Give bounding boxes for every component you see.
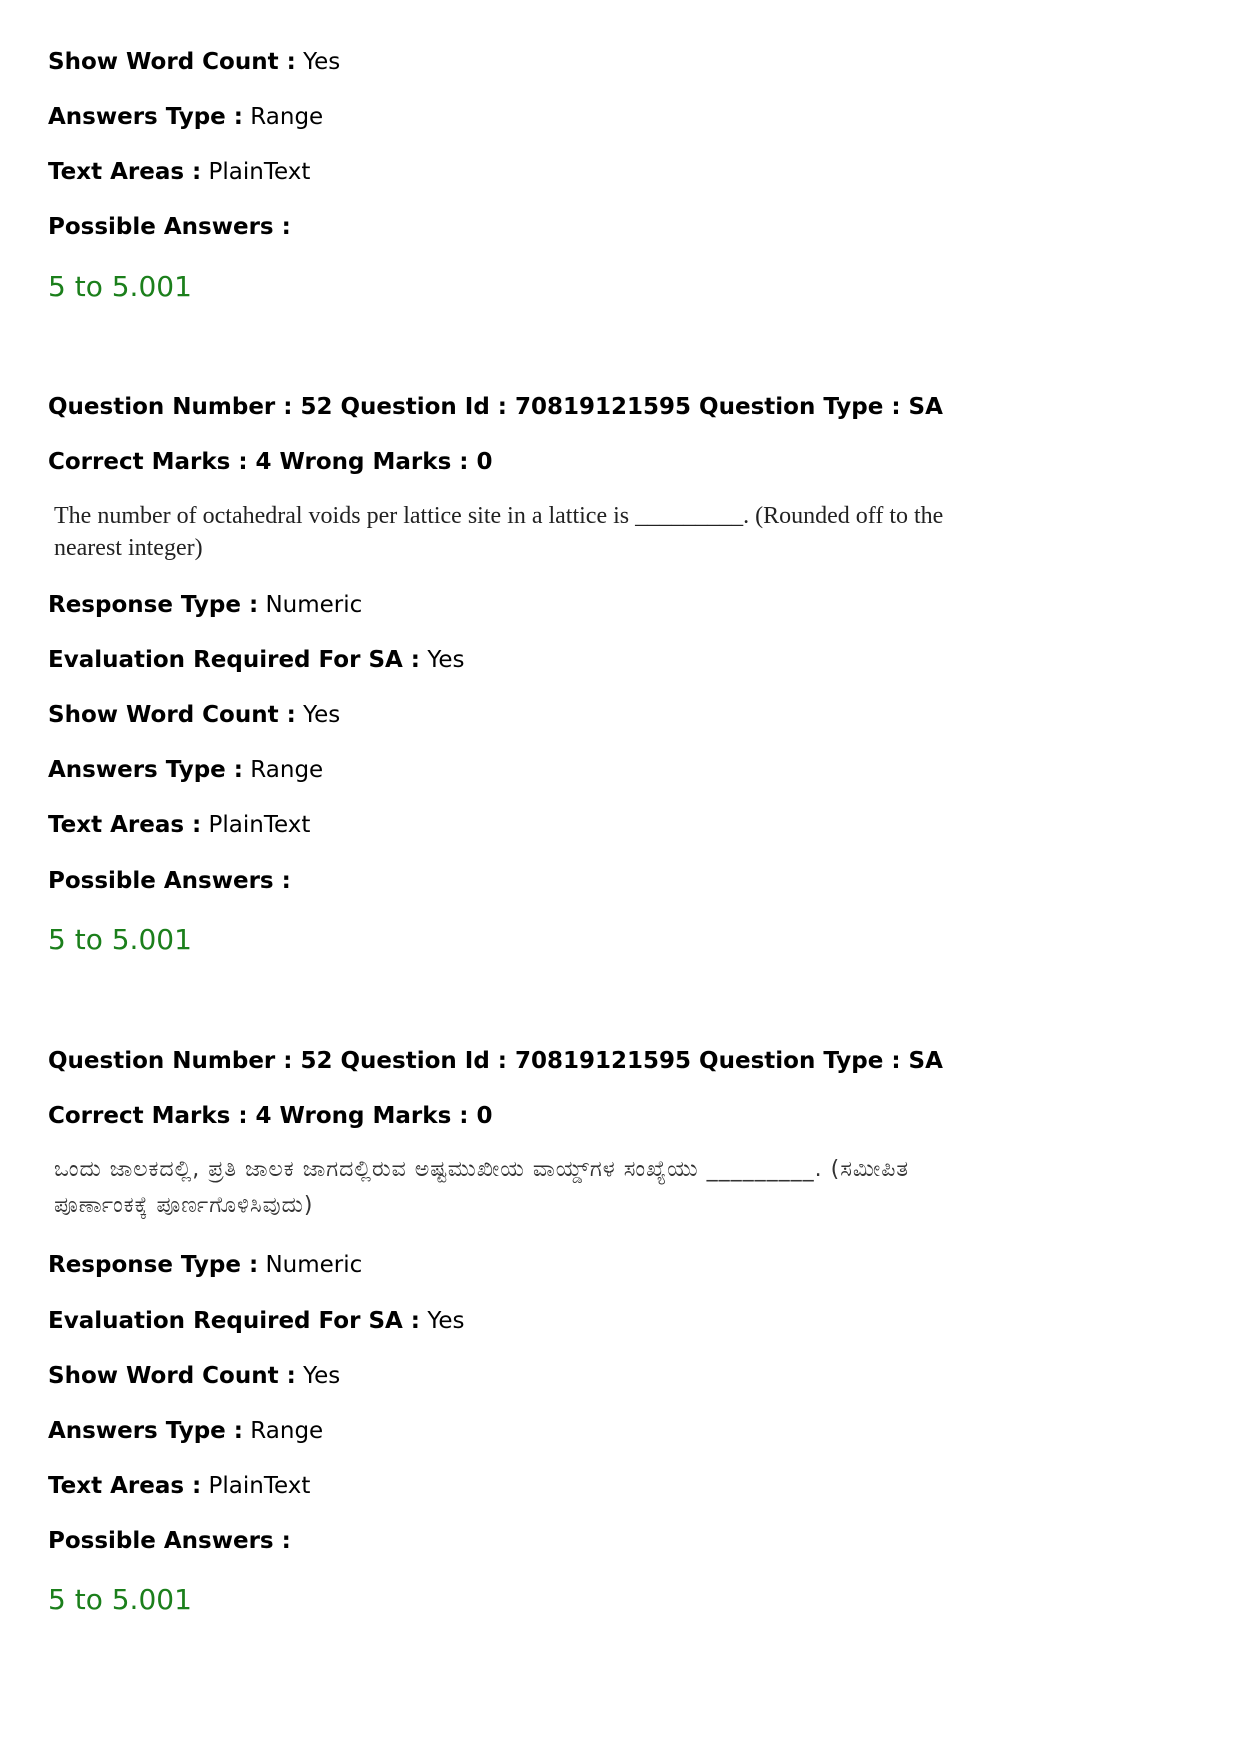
field-value: Yes	[427, 647, 465, 673]
question-marks: Correct Marks : 4 Wrong Marks : 0	[48, 449, 493, 475]
field-label: Answers Type :	[48, 104, 243, 130]
response-type-row	[48, 590, 362, 620]
field-value: PlainText	[208, 159, 311, 185]
field-value: PlainText	[208, 1473, 311, 1499]
possible-answers-row	[48, 866, 291, 896]
field-label: Show Word Count :	[48, 49, 296, 75]
field-label: Text Areas :	[48, 159, 202, 185]
field-label: Answers Type :	[48, 1418, 243, 1444]
field-label: Show Word Count :	[48, 1363, 296, 1389]
question-header: Question Number : 52 Question Id : 70819121595 Question Type : SA	[48, 394, 943, 420]
field-label: Show Word Count :	[48, 702, 296, 728]
question-header: Question Number : 52 Question Id : 70819121595 Question Type : SA	[48, 1048, 943, 1074]
possible-answer-value: 5 to 5.001	[48, 270, 192, 303]
possible-answer-value: 5 to 5.001	[48, 1583, 192, 1616]
field-value: Yes	[303, 1363, 341, 1389]
text-areas-row	[48, 1471, 310, 1501]
question-text-kannada: ಒಂದು ಜಾಲಕದಲ್ಲಿ, ಪ್ರತಿ ಜಾಲಕ ಜಾಗದಲ್ಲಿರುವ ಅಷ್ಟಮುಖೀಯ ವಾಯ್ಡ್‌ಗಳ ಸಂಖ್ಯೆಯು _________. (ಸಮೀಪಿತ ಪೂರ್ಣಾಂಕಕ್ಕೆ ಪೂರ್ಣಗೊಳಿಸಿವುದು)	[54, 1157, 910, 1218]
field-label: Possible Answers :	[48, 214, 291, 240]
field-label: Text Areas :	[48, 1473, 202, 1499]
question-marks: Correct Marks : 4 Wrong Marks : 0	[48, 1103, 493, 1129]
possible-answers-row	[48, 212, 291, 242]
field-value: Numeric	[265, 592, 363, 618]
field-value: Range	[250, 104, 324, 130]
field-label: Evaluation Required For SA :	[48, 647, 421, 673]
field-value: Range	[250, 1418, 324, 1444]
response-type-row	[48, 1250, 362, 1280]
possible-answer-value: 5 to 5.001	[48, 923, 192, 956]
show-word-count-row	[48, 700, 340, 730]
possible-answers-row	[48, 1526, 291, 1556]
field-value: Yes	[427, 1308, 465, 1334]
show-word-count-row	[48, 1361, 340, 1391]
field-label: Evaluation Required For SA :	[48, 1308, 421, 1334]
evaluation-required-row	[48, 1306, 464, 1336]
text-areas-row	[48, 810, 310, 840]
text-areas-row	[48, 157, 310, 187]
show-word-count-row	[48, 47, 340, 77]
field-label: Possible Answers :	[48, 868, 291, 894]
answers-type-row	[48, 755, 323, 785]
evaluation-required-row	[48, 645, 464, 675]
answers-type-row	[48, 1416, 323, 1446]
field-label: Response Type :	[48, 592, 259, 618]
field-value: Numeric	[265, 1252, 363, 1278]
answers-type-row	[48, 102, 323, 132]
field-label: Answers Type :	[48, 757, 243, 783]
field-label: Possible Answers :	[48, 1528, 291, 1554]
field-value: Range	[250, 757, 324, 783]
field-value: Yes	[303, 702, 341, 728]
field-value: Yes	[303, 49, 341, 75]
field-value: PlainText	[208, 812, 311, 838]
question-text: The number of octahedral voids per lattice site in a lattice is _________. (Rounded off to the nearest integer)	[54, 503, 944, 561]
field-label: Text Areas :	[48, 812, 202, 838]
field-label: Response Type :	[48, 1252, 259, 1278]
